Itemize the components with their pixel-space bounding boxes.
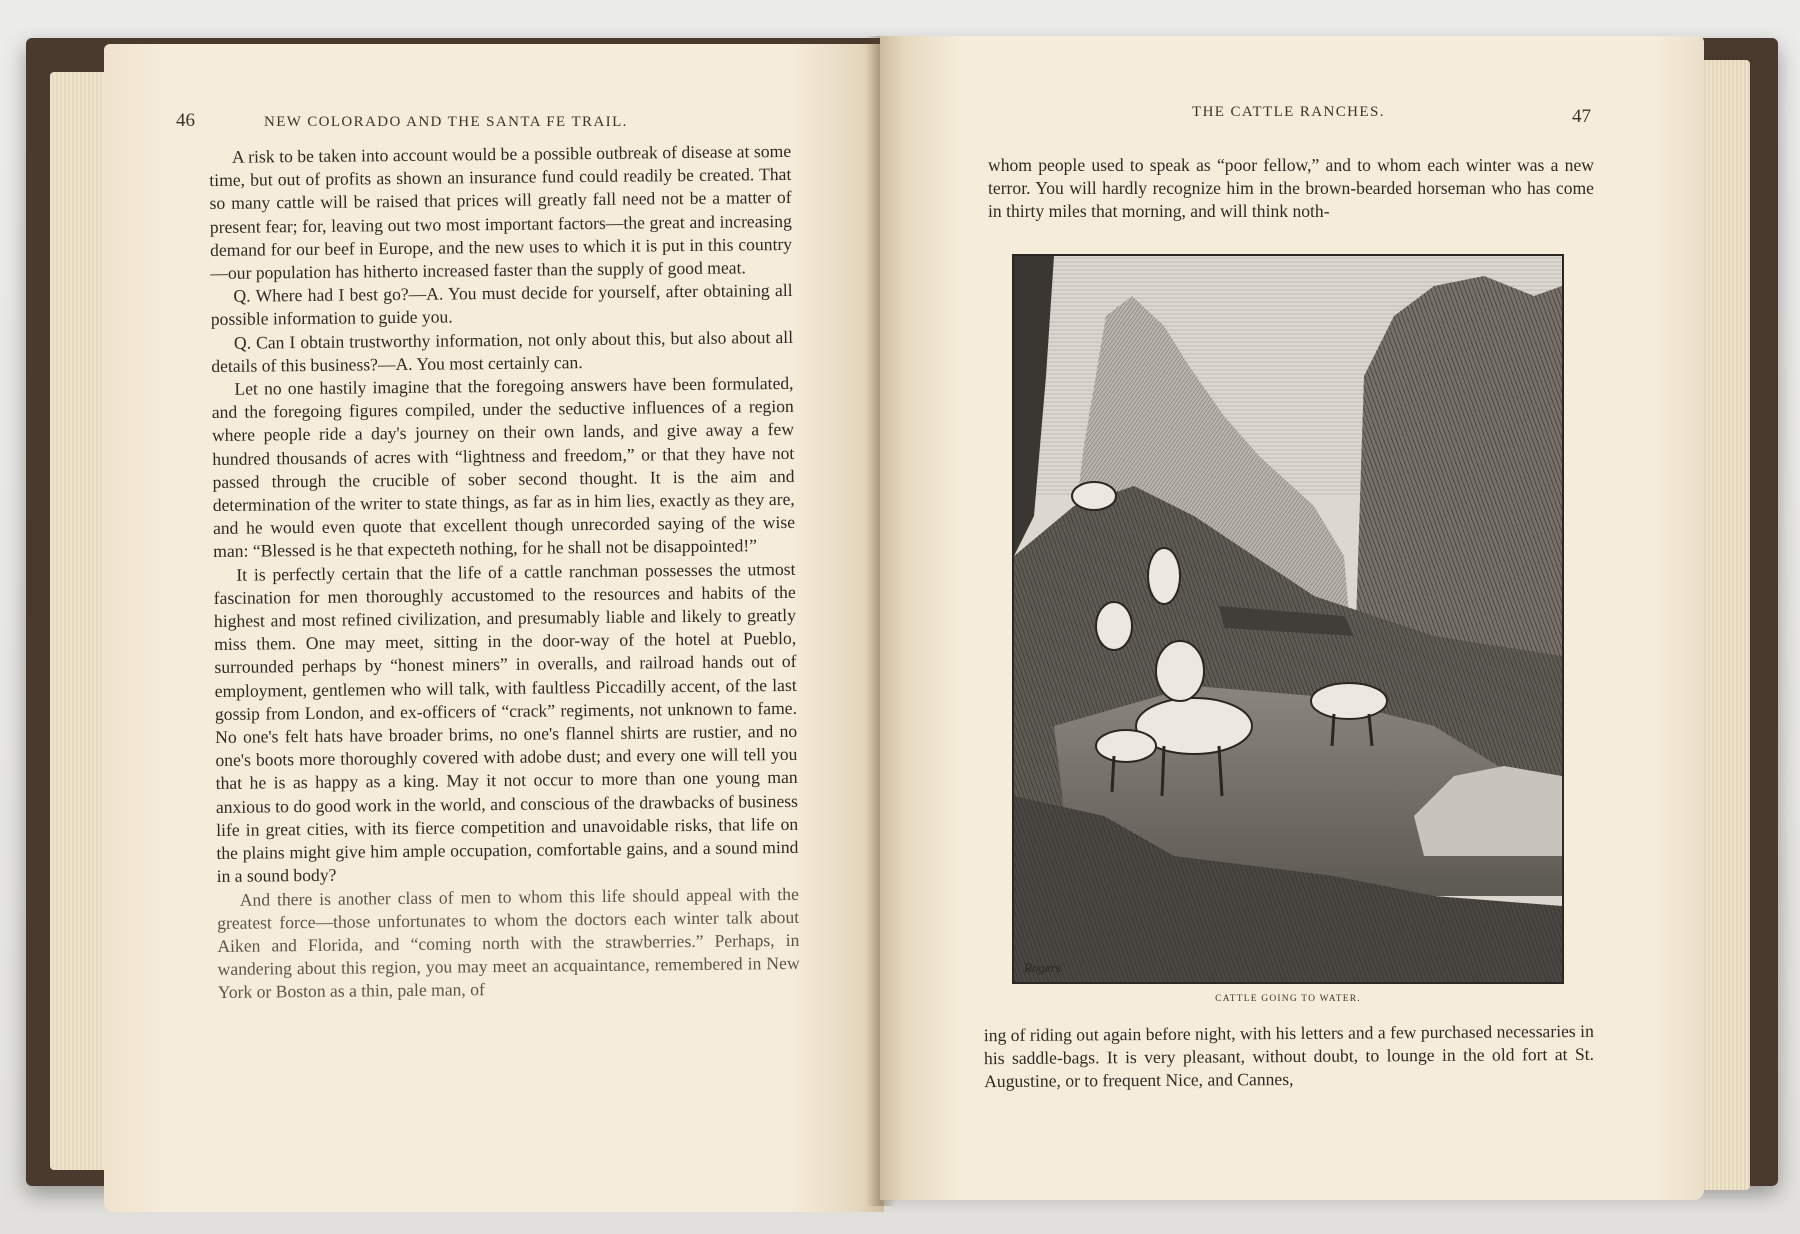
- running-head-right: THE CATTLE RANCHES.: [1192, 104, 1385, 120]
- paragraph: Q. Where had I best go?—A. You must decide for yourself, after obtaining all possible information to guide you.: [210, 280, 793, 330]
- paragraph: And there is another class of men to whom this life should appeal with the greatest force—those unfortunates to whom the doctors each winter talk about Aiken and Florida, and “coming north with the strawberries.” Perhaps, in wandering about this region, you may meet an acquaintance, remembered in New York or Boston as a thin, pale man, of: [217, 883, 800, 1003]
- left-page: [104, 44, 884, 1212]
- engraving-drawing: [1014, 256, 1562, 982]
- paragraph: A risk to be taken into account would be a possible outbreak of disease at some time, but out of profits as shown an insurance fund could readily be created. That so many cattle will be raised that prices will greatly fall need not be a matter of present fear; for, leaving out two most important factors—the great and increasing demand for our beef in Europe, and the new uses to which it is put in this country—our population has hitherto increased faster than the supply of good meat.: [209, 140, 793, 284]
- right-body-text-bottom: [984, 1020, 1594, 1094]
- illustration-caption: CATTLE GOING TO WATER.: [1215, 994, 1361, 1004]
- left-body-text: [209, 140, 800, 1005]
- left-page-edges: [50, 72, 112, 1170]
- running-head-left: NEW COLORADO AND THE SANTA FE TRAIL.: [264, 114, 628, 130]
- right-page-edges: [1702, 60, 1750, 1190]
- paragraph: whom people used to speak as “poor fellow,” and to whom each winter was a new terror. You will hardly recognize him in the brown-bearded horseman who has come in thirty miles that morning, and will think noth-: [988, 155, 1594, 222]
- page-number-left: 46: [176, 110, 195, 131]
- right-page: [880, 36, 1704, 1200]
- artist-signature: Rogers: [1024, 960, 1061, 975]
- paragraph: It is perfectly certain that the life of a cattle ranchman possesses the utmost fascination for men thoroughly accustomed to the resources and habits of the highest and most refined civilization, and presumably liable and likely to greatly miss them. One may meet, sitting in the door-way of the hotel at Pueblo, surrounded perhaps by “honest miners” in overalls, and railroad hands out of employment, gentlemen who will talk, with faultless Piccadilly accent, of the last gossip from London, and ex-officers of “crack” regiments, not unknown to fame. No one's felt hats have broader brims, no one's flannel shirts are rustier, and no one's boots more thoroughly covered with adobe dust; and every one will tell you that he is as happy as a king. May it not occur to more than one young man anxious to do good work in the world, and conscious of the drawbacks of business life in great cities, with its fierce competition and unavoidable risks, that life on the plains might give him ample occupation, comfortable gains, and a sound mind in a sound body?: [213, 558, 799, 887]
- page-number-right: 47: [1572, 106, 1591, 127]
- paragraph: Let no one hastily imagine that the foregoing answers have been formulated, and the foregoing figures compiled, under the seductive influences of a region where people ride a day's journey on their own lands, and give away a few hundred thousands of acres with “lightness and freedom,” or that they have not passed through the crucible of sober second thought. It is the aim and determination of the writer to state things, as far as in him lies, exactly as they are, and he would even quote that excellent though unrecorded saying of the wise man: “Blessed is he that expecteth nothing, for he shall not be disappointed!”: [211, 372, 796, 562]
- paragraph: Q. Can I obtain trustworthy information, not only about this, but also about all details of this business?—A. You most certainly can.: [211, 326, 794, 376]
- right-body-text-top: [988, 154, 1594, 224]
- paragraph: ing of riding out again before night, with his letters and a few purchased necessaries in his saddle-bags. It is very pleasant, without doubt, to lounge in the old fort at St. Augustine, or to frequent Nice, and Cannes,: [983, 1020, 1595, 1092]
- engraving-illustration: [1012, 254, 1564, 984]
